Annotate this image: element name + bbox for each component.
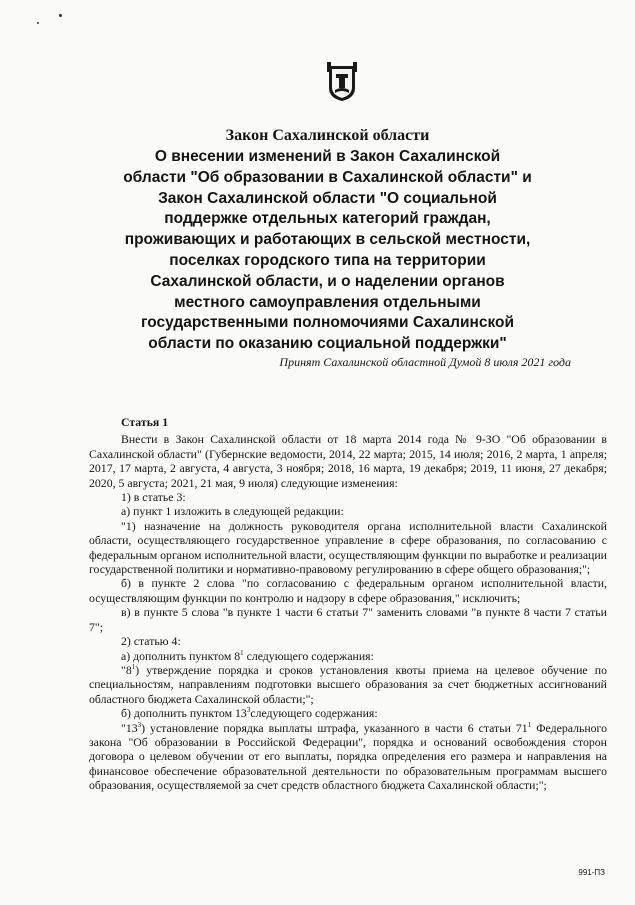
item-1b: б) в пункте 2 слова "по согласованию с федеральным органом исполнительной власти, осуществляющим функции по контролю и надзору в сфере образования," исключить; (89, 576, 607, 605)
superscript: 1 (131, 662, 136, 671)
item-2b (89, 706, 607, 720)
superscript: 1 (527, 720, 532, 729)
article-intro: Внести в Закон Сахалинской области от 18 марта 2014 года № 9-ЗО "Об образовании в Сахалинской области" (Губернские ведомости, 2014, 22 марта; 2015, 14 июля; 2016, 2 марта, 1 апреля; 2017, 17 марта, 2 августа, 4 августа, 3 ноября; 2018, 16 марта, 19 декабря; 2019, 11 июня, 27 декабря; 2020, 5 августа; 2021, 21 мая, 9 июля) следующие изменения: (89, 432, 607, 490)
text-span: "8 (121, 662, 132, 677)
text-span: Федерального закона "Об образовании в Российской Федерации", порядка и оснований освобождения сторон договора о целевом обучении от его выплаты, порядка определения его размера и направления на финансовое обеспечение образовательной деятельности по образовательным программам высшего образования, осуществляемой за счет средств областного бюджета Сахалинской области;"; (89, 720, 607, 793)
title-line: поддержке отдельных категорий граждан, (164, 210, 491, 228)
article-heading: Статья 1 (121, 415, 169, 429)
law-title (60, 147, 595, 355)
superscript: 3 (246, 706, 251, 715)
title-line: Закон Сахалинской области "О социальной (158, 189, 497, 207)
title-block (60, 126, 595, 355)
item-1: 1) в статье 3: (121, 490, 186, 505)
text-span: а) дополнить пунктом 8 (121, 648, 241, 663)
item-1c: в) в пункте 5 слова "в пункте 1 части 6 статьи 7" заменить словами "в пункте 8 части 7 статьи 7"; (89, 605, 607, 634)
title-line: поселках городского типа на территории (169, 251, 486, 269)
text-span: "13 (121, 720, 138, 735)
item-2a (89, 649, 607, 663)
title-line: проживающих и работающих в сельской местности, (124, 231, 531, 249)
title-line: области "Об образовании в Сахалинской области" и (123, 168, 532, 186)
item-1a-text: "1) назначение на должность руководителя органа исполнительной власти Сахалинской области, осуществляющего государственное управление в сфере образования, по согласованию с федеральным органом исполнительной власти, осуществляющим функции по выработке и реализации государственной политики и нормативно-правовому регулированию в сфере общего образования;"; (89, 518, 607, 577)
title-line: О внесении изменений в Закон Сахалинской (154, 148, 501, 165)
document-code: 991-ПЗ (578, 868, 605, 877)
title-line: Сахалинской области, и о наделении органов (150, 272, 505, 290)
scan-speck (59, 14, 62, 17)
text-span: следующего содержания: (250, 706, 378, 721)
superscript: 1 (240, 648, 244, 657)
scan-speck (37, 22, 39, 24)
title-line: государственными полномочиями Сахалинской (141, 314, 514, 332)
law-name: Закон Сахалинской области (225, 127, 430, 144)
text-span: б) дополнить пунктом 13 (121, 706, 247, 721)
item-1a: а) пункт 1 изложить в следующей редакции: (121, 504, 344, 519)
superscript: 3 (137, 720, 142, 729)
text-span: ) установление порядка выплаты штрафа, указанного в части 6 статьи 71 (141, 720, 528, 735)
text-span: ) утверждение порядка и сроков установления квоты приема на целевое обучение по специальностям, направлениям подготовки высшего образования за счет бюджетных ассигнований областного бюджета Сахалинской области;"; (89, 662, 607, 706)
title-line: области по оказанию социальной поддержки" (148, 335, 507, 353)
text-span: следующего содержания: (243, 648, 374, 663)
item-2a-text (89, 663, 607, 706)
article-body (89, 415, 607, 793)
item-2b-text (89, 721, 607, 793)
title-line: местного самоуправления отдельными (174, 293, 481, 311)
coat-of-arms-icon (327, 62, 357, 102)
item-2: 2) статью 4: (121, 634, 181, 649)
adoption-note: Принят Сахалинской областной Думой 8 июля 2021 года (279, 355, 571, 369)
